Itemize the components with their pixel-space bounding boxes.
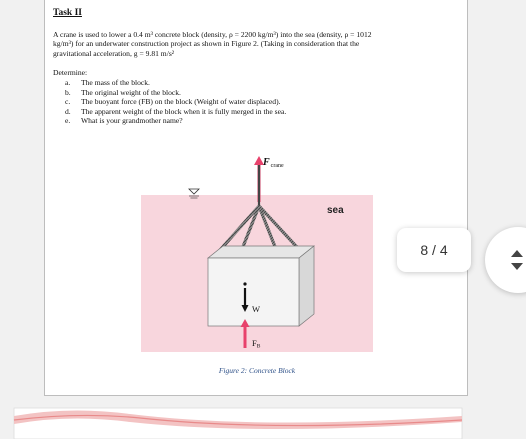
chevron-up-icon[interactable] <box>511 250 523 257</box>
question-text: The mass of the block. <box>81 78 150 87</box>
question-list <box>65 78 286 126</box>
crane-force-subscript: crane <box>270 163 284 169</box>
next-page-preview <box>0 396 526 439</box>
question-letter: d. <box>65 106 71 116</box>
question-text: What is your grandmother name? <box>81 116 183 126</box>
determine-label: Determine: <box>53 68 88 77</box>
question-text: The apparent weight of the block when it is fully merged in the sea. <box>81 106 287 116</box>
question-item <box>65 97 286 107</box>
task-title: Task II <box>53 8 82 18</box>
problem-paragraph <box>53 30 461 58</box>
question-item <box>65 78 286 88</box>
crane-force-symbol: F <box>263 157 270 168</box>
page-nav-button[interactable] <box>485 227 526 293</box>
paragraph-line: kg/m³) for an underwater construction project as shown in Figure 2. (Taking in consideration that the <box>53 39 360 49</box>
buoyant-force-subscript: B <box>256 343 261 350</box>
document-page <box>44 0 468 396</box>
chevron-down-icon[interactable] <box>511 263 523 270</box>
page-indicator <box>397 228 471 272</box>
center-of-mass-dot <box>243 282 246 285</box>
question-item <box>65 107 286 117</box>
figure-caption: Figure 2: Concrete Block <box>218 366 296 375</box>
question-item <box>65 116 286 126</box>
question-text: The buoyant force (FB) on the block (Weight of water displaced). <box>81 97 281 107</box>
crane-force-label <box>262 157 284 169</box>
question-letter: b. <box>65 87 71 97</box>
page-indicator-label: 8 / 4 <box>420 242 448 258</box>
buoyant-force-symbol: F <box>252 338 257 348</box>
question-text: The original weight of the block. <box>81 87 181 97</box>
weight-label: W <box>252 304 261 314</box>
question-item <box>65 88 286 98</box>
concrete-block <box>208 246 314 326</box>
paragraph-line: A crane is used to lower a 0.4 m³ concrete block (density, ρ = 2200 kg/m³) into the sea (density, ρ = 1012 <box>53 30 372 39</box>
question-letter: e. <box>65 116 71 126</box>
paragraph-line: gravitational acceleration, g = 9.81 m/s² <box>53 48 175 58</box>
question-letter: c. <box>65 97 71 107</box>
sea-label: sea <box>327 205 344 216</box>
question-letter: a. <box>65 78 71 87</box>
